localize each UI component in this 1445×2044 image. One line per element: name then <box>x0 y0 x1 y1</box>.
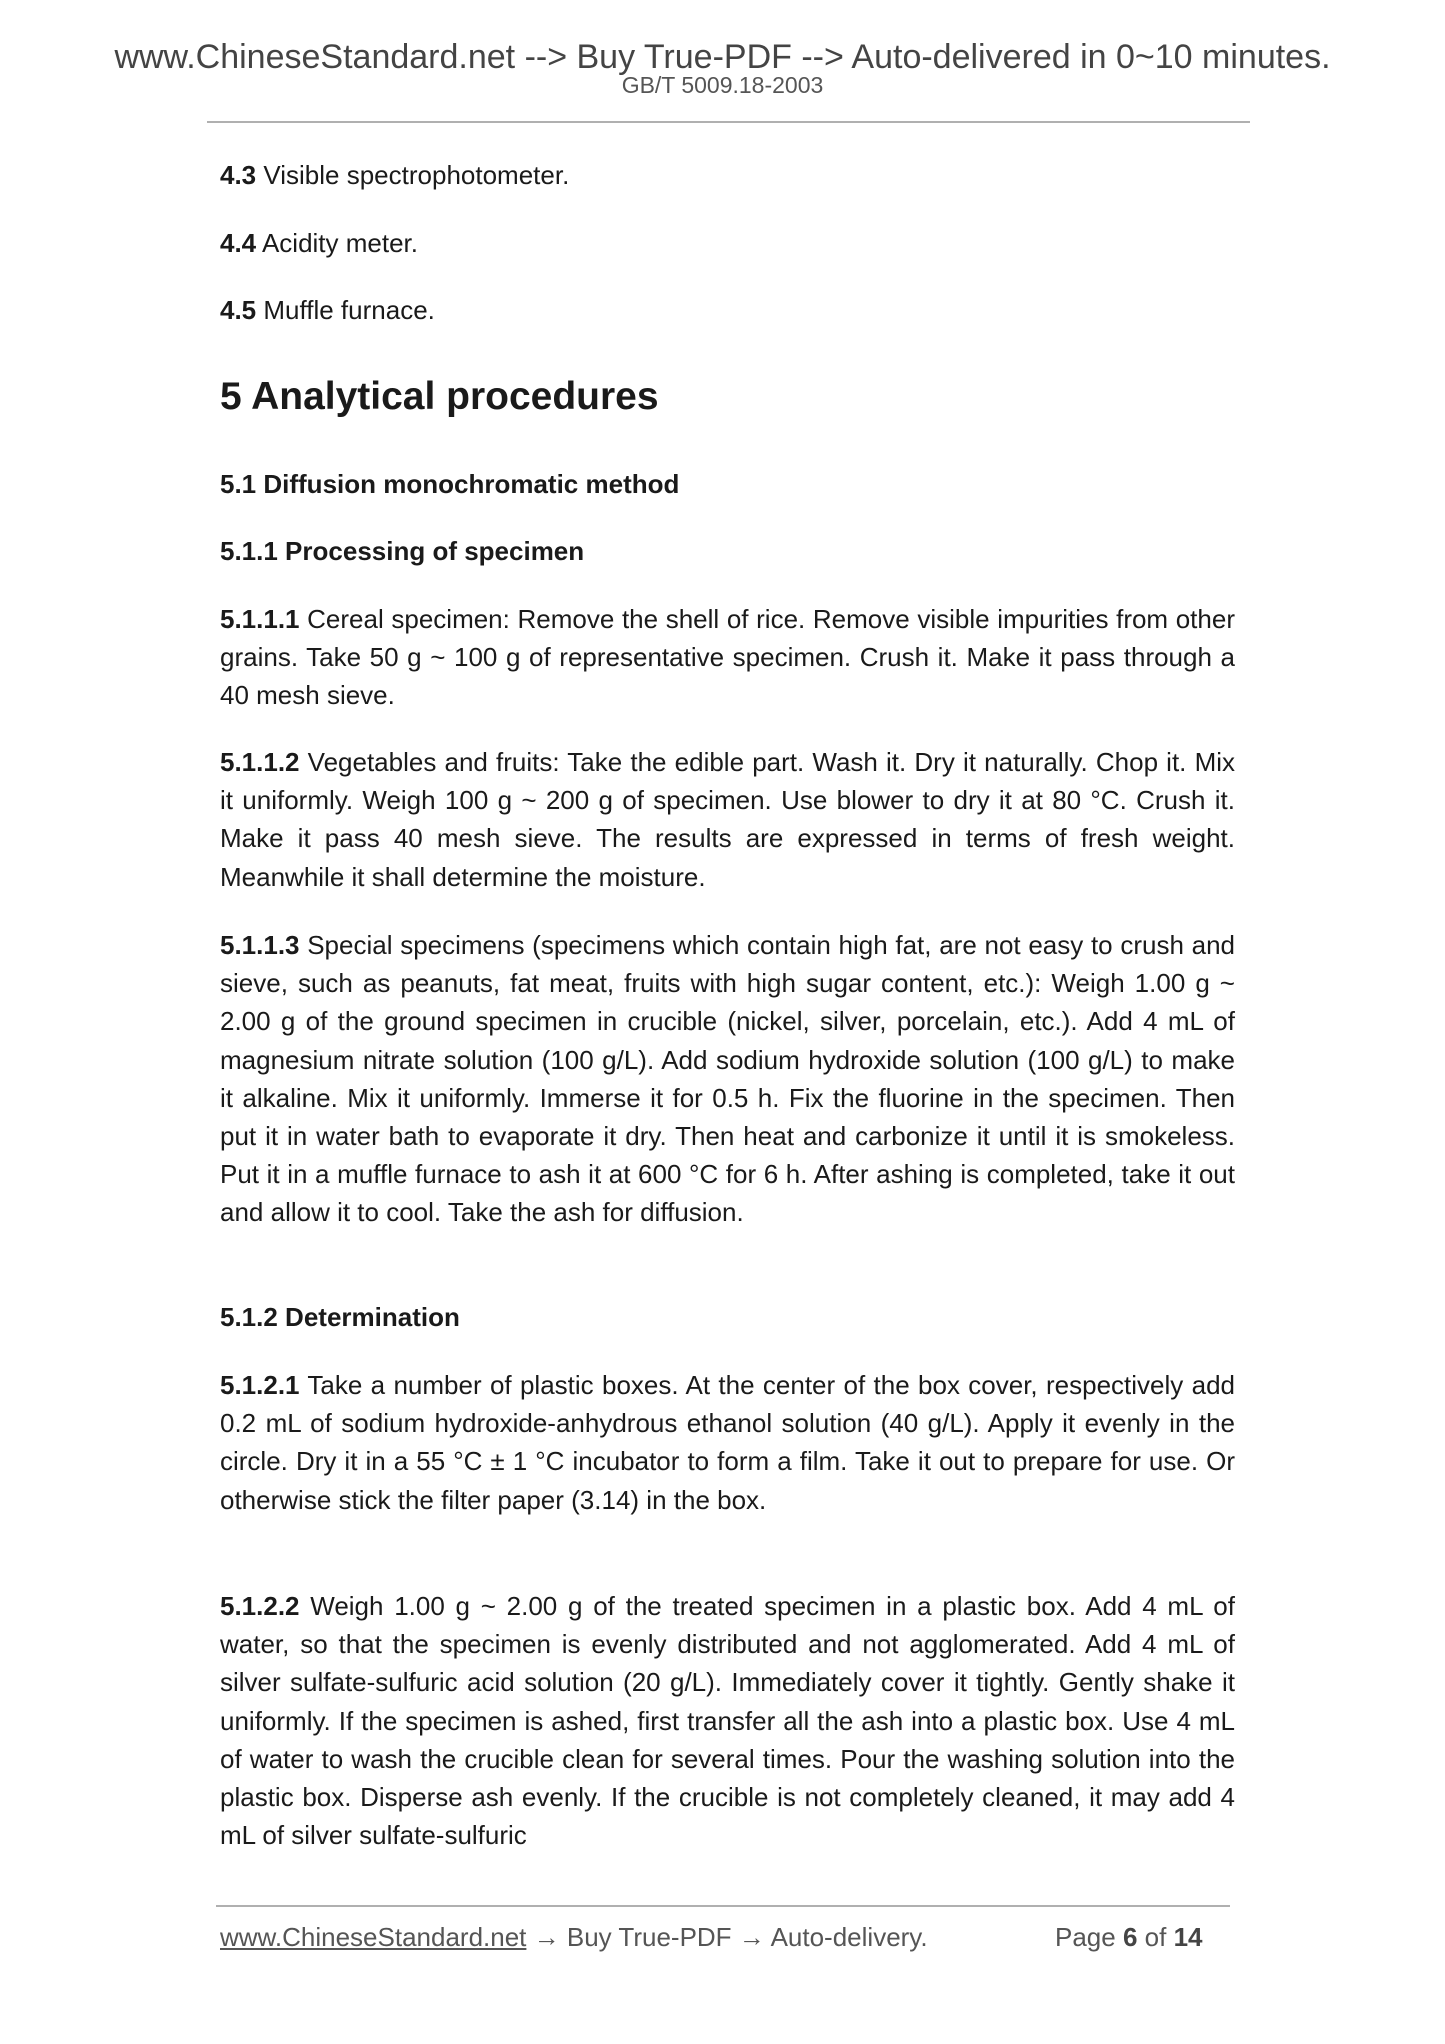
page-total: 14 <box>1173 1922 1203 1952</box>
clause-text: Vegetables and fruits: Take the edible part. Wash it. Dry it naturally. Chop it. Mix it uniformly. Weigh 100 g ~ 200 g of specimen. Use blower to dry it at 80 °C. Crush it. Make it pass 40 mesh sieve. The results are expressed in terms of fresh weight. Meanwhile it shall determine the moisture. <box>220 747 1235 892</box>
page-label: Page <box>1055 1922 1116 1952</box>
clause-5-1-1-1 <box>220 600 1235 715</box>
clause-5-1-2-1 <box>220 1366 1235 1519</box>
document-id: GB/T 5009.18-2003 <box>621 72 824 98</box>
clause-number: 5.1.1.2 <box>220 747 300 777</box>
subsection-heading: 5.1 Diffusion monochromatic method <box>220 469 680 499</box>
clause-number: 5.1.2.2 <box>220 1591 300 1621</box>
clause-text: Cereal specimen: Remove the shell of rice. Remove visible impurities from other grains. Take 50 g ~ 100 g of representative specimen. Crush it. Make it pass through a 40 mesh sieve. <box>220 604 1235 711</box>
clause-text: Acidity meter. <box>256 228 418 258</box>
clause-number: 4.5 <box>220 295 257 325</box>
footer-link[interactable]: www.ChineseStandard.net <box>220 1922 527 1952</box>
page-indicator <box>1055 1922 1203 1953</box>
footer-divider <box>216 1905 1230 1907</box>
footer-tagline: → Buy True-PDF → Auto-delivery. <box>526 1922 928 1952</box>
clause-text: Take a number of plastic boxes. At the center of the box cover, respectively add 0.2 mL of sodium hydroxide-anhydrous ethanol solution (40 g/L). Apply it evenly in the circle. Dry it in a 55 °C ± 1 °C incubator to form a film. Take it out to prepare for use. Or otherwise stick the filter paper (3.14) in the box. <box>220 1370 1235 1515</box>
clause-text: Weigh 1.00 g ~ 2.00 g of the treated specimen in a plastic box. Add 4 mL of water, so that the specimen is evenly distributed and not agglomerated. Add 4 mL of silver sulfate-sulfuric acid solution (20 g/L). Immediately cover it tightly. Gently shake it uniformly. If the specimen is ashed, first transfer all the ash into a plastic box. Use 4 mL of water to wash the crucible clean for several times. Pour the washing solution into the plastic box. Disperse ash evenly. If the crucible is not completely cleaned, it may add 4 mL of silver sulfate-sulfuric <box>220 1591 1235 1851</box>
of-label: of <box>1144 1922 1167 1952</box>
header-banner: www.ChineseStandard.net --> Buy True-PDF --> Auto-delivered in 0~10 minutes. <box>114 38 1331 76</box>
page-number: 6 <box>1122 1922 1138 1952</box>
section-heading: 5 Analytical procedures <box>220 375 659 418</box>
footer-left <box>220 1922 928 1953</box>
clause-number: 5.1.2.1 <box>220 1370 300 1400</box>
clause-text: Special specimens (specimens which contain high fat, are not easy to crush and sieve, such as peanuts, fat meat, fruits with high sugar content, etc.): Weigh 1.00 g ~ 2.00 g of the ground specimen in crucible (nickel, silver, porcelain, etc.). Add 4 mL of magnesium nitrate solution (100 g/L). Add sodium hydroxide solution (100 g/L) to make it alkaline. Mix it uniformly. Immerse it for 0.5 h. Fix the fluorine in the specimen. Then put it in water bath to evaporate it dry. Then heat and carbonize it until it is smokeless. Put it in a muffle furnace to ash it at 600 °C for 6 h. After ashing is completed, take it out and allow it to cool. Take the ash for diffusion. <box>220 930 1235 1228</box>
subsection-heading: 5.1.2 Determination <box>220 1302 460 1332</box>
clause-4-3 <box>220 156 1235 194</box>
clause-5-1-2-2 <box>220 1587 1235 1854</box>
clause-number: 5.1.1.3 <box>220 930 300 960</box>
subsection-heading: 5.1.1 Processing of specimen <box>220 536 585 566</box>
clause-4-4 <box>220 224 1235 262</box>
header-divider <box>207 121 1250 123</box>
clause-text: Visible spectrophotometer. <box>256 160 570 190</box>
clause-number: 4.3 <box>220 160 257 190</box>
clause-number: 5.1.1.1 <box>220 604 300 634</box>
clause-5-1-1-2 <box>220 743 1235 896</box>
clause-4-5 <box>220 291 1235 329</box>
clause-text: Muffle furnace. <box>256 295 435 325</box>
clause-5-1-1-3 <box>220 926 1235 1232</box>
clause-number: 4.4 <box>220 228 257 258</box>
